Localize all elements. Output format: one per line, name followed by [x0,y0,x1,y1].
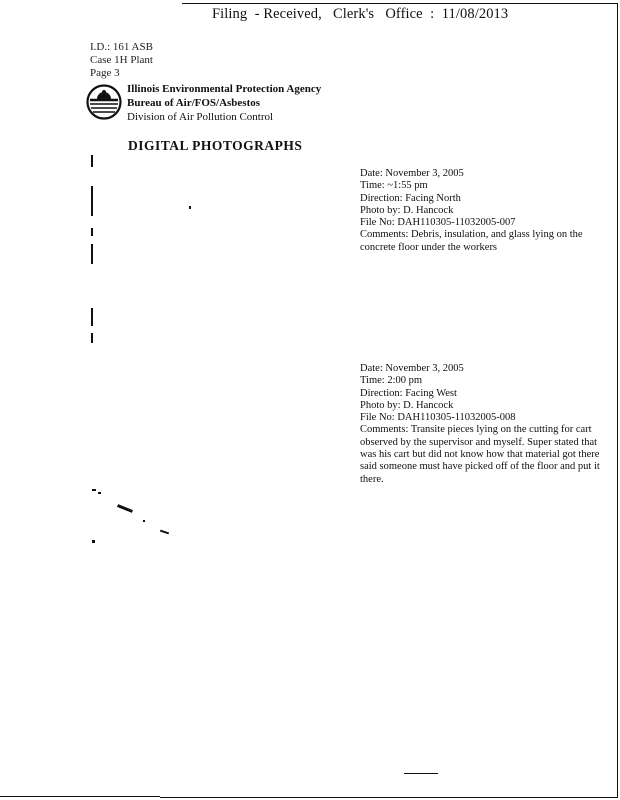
photo-time: Time: 2:00 pm [360,375,423,387]
document-title: DIGITAL PHOTOGRAPHS [128,138,303,153]
scan-artifact [117,504,133,513]
photo-comments: Comments: Transite pieces lying on the cutting for cart observed by the supervisor and myself. Super stated that was his cart but did not know how that material got there said someone must have picked off of the floor and put it there. [360,424,600,485]
page-border-bottom [0,796,160,797]
photo-comments: Comments: Debris, insulation, and glass lying on the concrete floor under the workers [360,229,583,253]
photo-direction: Direction: Facing West [360,387,457,399]
scan-artifact [92,489,96,491]
division-name: Division of Air Pollution Control [127,111,274,123]
plant-name: Case 1H Plant [90,54,153,66]
scan-artifact [98,492,101,494]
scan-artifact [91,155,93,167]
footer-rule [404,773,438,774]
scan-artifact [91,308,93,326]
page-border-top [182,3,618,4]
scan-artifact [189,206,191,209]
agency-name: Illinois Environmental Protection Agency [127,83,322,95]
photo-file-no: File No: DAH110305-11032005-008 [360,412,516,424]
scan-artifact [91,186,93,216]
filing-stamp: Filing - Received, Clerk's Office : 11/08/2013 [212,6,509,22]
photo-by: Photo by: D. Hancock [360,399,454,411]
photo-direction: Direction: Facing North [360,192,461,204]
page-border-right [617,3,618,798]
scan-artifact [160,530,169,535]
photo-by: Photo by: D. Hancock [360,204,454,216]
scan-artifact [91,333,93,343]
photo-info-block-1 [360,168,605,254]
photo-file-no: File No: DAH110305-11032005-007 [360,217,516,229]
page-border-bottom-right [160,797,618,798]
bureau-name: Bureau of Air/FOS/Asbestos [127,97,261,109]
iepa-logo-icon [86,84,122,120]
photo-info-block-2 [360,363,605,486]
id-number: I.D.: 161 ASB [90,41,153,53]
page-number: Page 3 [90,67,120,79]
scan-artifact [92,540,95,543]
scan-artifact [143,520,145,522]
photo-time: Time: ~1:55 pm [360,180,428,192]
scan-artifact [91,228,93,236]
photo-date: Date: November 3, 2005 [360,363,464,374]
photo-date: Date: November 3, 2005 [360,168,464,179]
scan-artifact [91,244,93,264]
